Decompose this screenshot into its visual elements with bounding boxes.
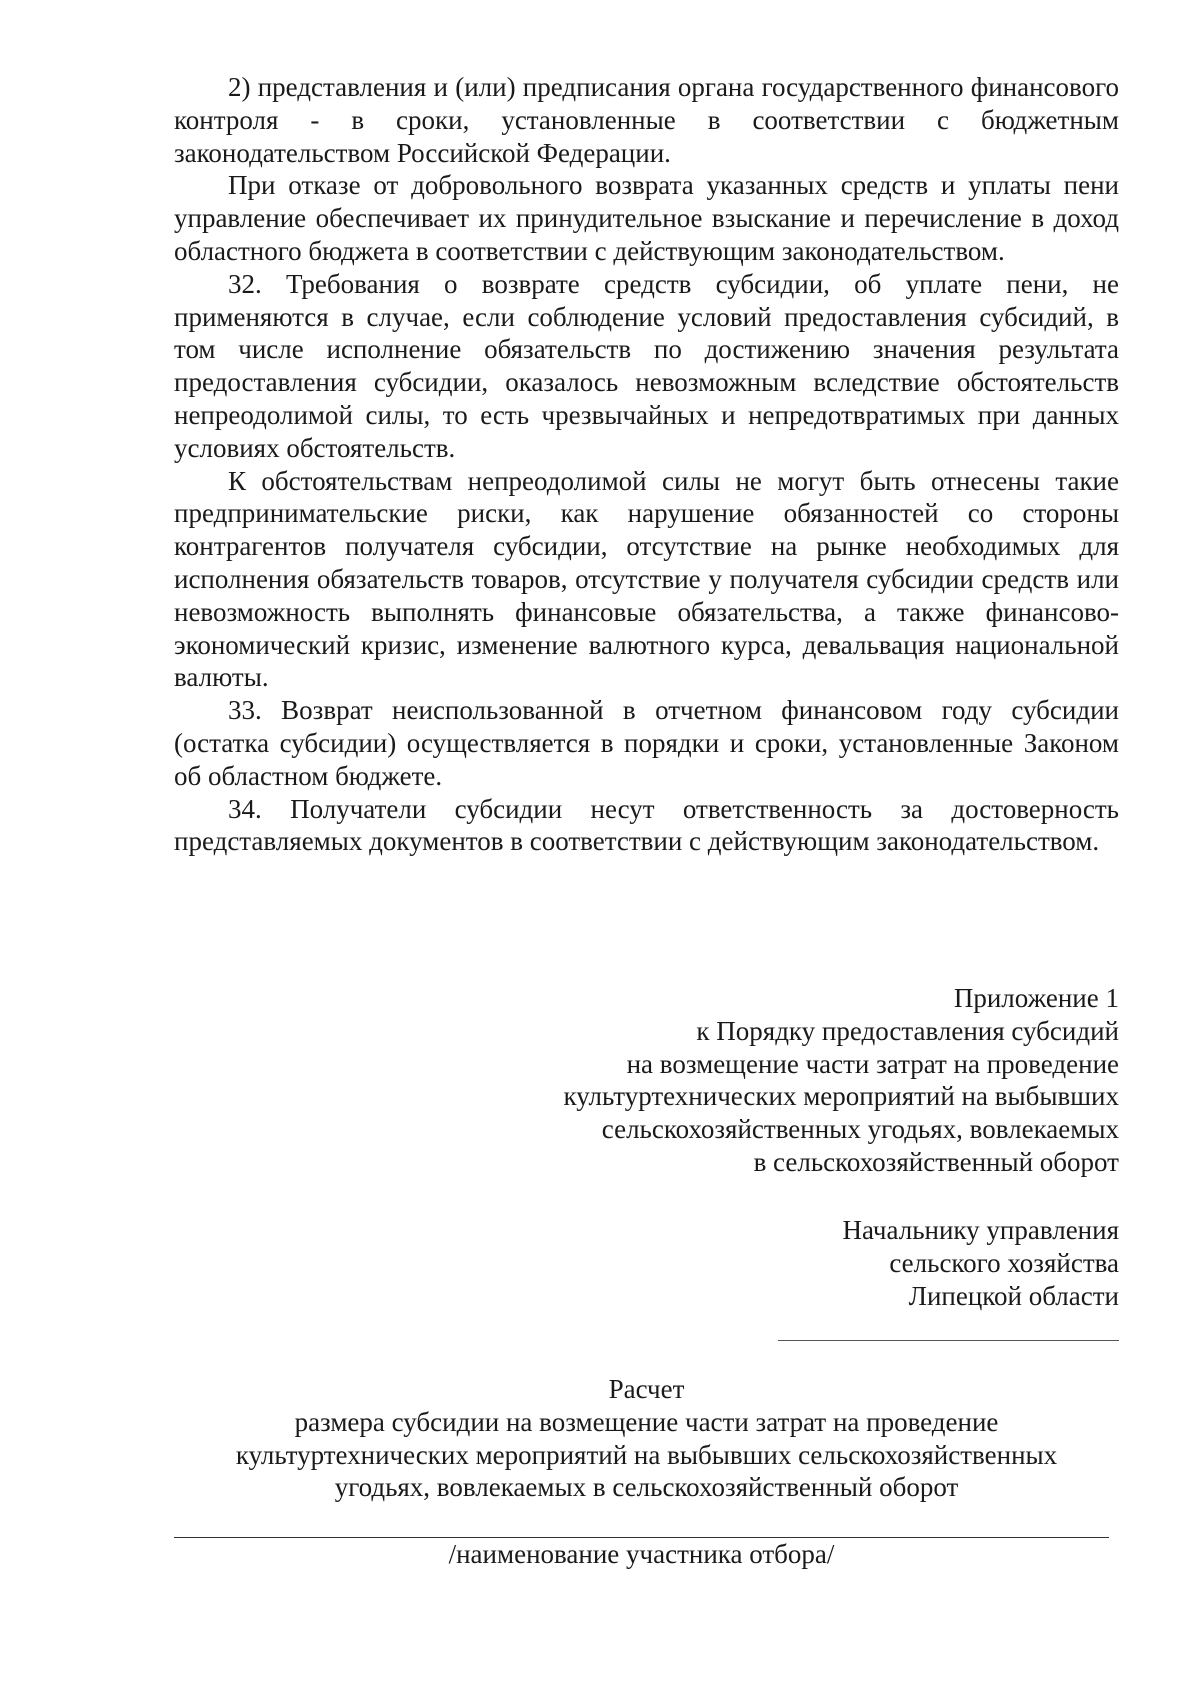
body-text bbox=[174, 71, 1119, 858]
addressee-line: сельского хозяйства bbox=[889, 1247, 1119, 1278]
paragraph-33-unused-subsidy: 33. Возврат неиспользованной в отчетном финансовом году субсидии (остатка субсидии) осуществляется в порядки и сроки, установленные Законом об областном бюджете. bbox=[174, 695, 1119, 791]
calculation-subtitle-line: размера субсидии на возмещение части затрат на проведение bbox=[294, 1406, 999, 1437]
addressee-line: Липецкой области bbox=[908, 1280, 1119, 1311]
appendix-line: на возмещение части затрат на проведение bbox=[626, 1048, 1119, 1079]
paragraph-financial-control: 2) представления и (или) предписания органа государственного финансового контроля - в сроки, установленные в соответствии с бюджетным законодательством Российской Федерации. bbox=[174, 72, 1119, 168]
paragraph-forced-recovery: При отказе от добровольного возврата указанных средств и уплаты пени управление обеспечивает их принудительное взыскание и перечисление в доход областного бюджета в соответствии с действующим законодательством. bbox=[174, 170, 1119, 266]
paragraph-business-risks: К обстоятельствам непреодолимой силы не могут быть отнесены такие предпринимательские риски, как нарушение обязанностей со стороны контрагентов получателя субсидии, отсутствие на рынке необходимых для исполнения обязательств товаров, отсутствие у получателя субсидии средств или невозможность выполнять финансовые обязательства, а также финансово-экономический кризис, изменение валютного курса, девальвация национальной валюты. bbox=[174, 465, 1119, 693]
paragraph-32-force-majeure: 32. Требования о возврате средств субсидии, об уплате пени, не применяются в случае, если соблюдение условий предоставления субсидий, в том числе исполнение обязательств по достижению значения результата предоставления субсидии, оказалось невозможным вследствие обстоятельств непреодолимой силы, то есть чрезвычайных и непредотвратимых при данных условиях обстоятельств. bbox=[174, 268, 1119, 463]
appendix-line: в сельскохозяйственный оборот bbox=[753, 1146, 1119, 1177]
appendix-line: культуртехнических мероприятий на выбывших bbox=[563, 1081, 1119, 1112]
appendix-number: Приложение 1 bbox=[953, 983, 1119, 1013]
paragraph-34-responsibility: 34. Получатели субсидии несут ответственность за достоверность представляемых документов в соответствии с действующим законодательством. bbox=[174, 793, 1119, 857]
addressee-line: Начальнику управления bbox=[842, 1215, 1119, 1245]
calculation-title-block bbox=[174, 1373, 1119, 1504]
addressee-block bbox=[619, 1214, 1119, 1312]
sender-blank-line bbox=[778, 1340, 1119, 1341]
appendix-line: к Порядку предоставления субсидий bbox=[696, 1015, 1119, 1046]
calculation-subtitle-line: угодьях, вовлекаемых в сельскохозяйственный оборот bbox=[334, 1472, 959, 1503]
participant-caption: /наименование участника отбора/ bbox=[448, 1539, 835, 1569]
appendix-line: сельскохозяйственных угодьях, вовлекаемых bbox=[601, 1114, 1119, 1145]
appendix-header bbox=[419, 982, 1119, 1179]
calculation-subtitle-line: культуртехнических мероприятий на выбывших сельскохозяйственных bbox=[235, 1439, 1058, 1470]
calculation-title: Расчет bbox=[608, 1374, 685, 1404]
